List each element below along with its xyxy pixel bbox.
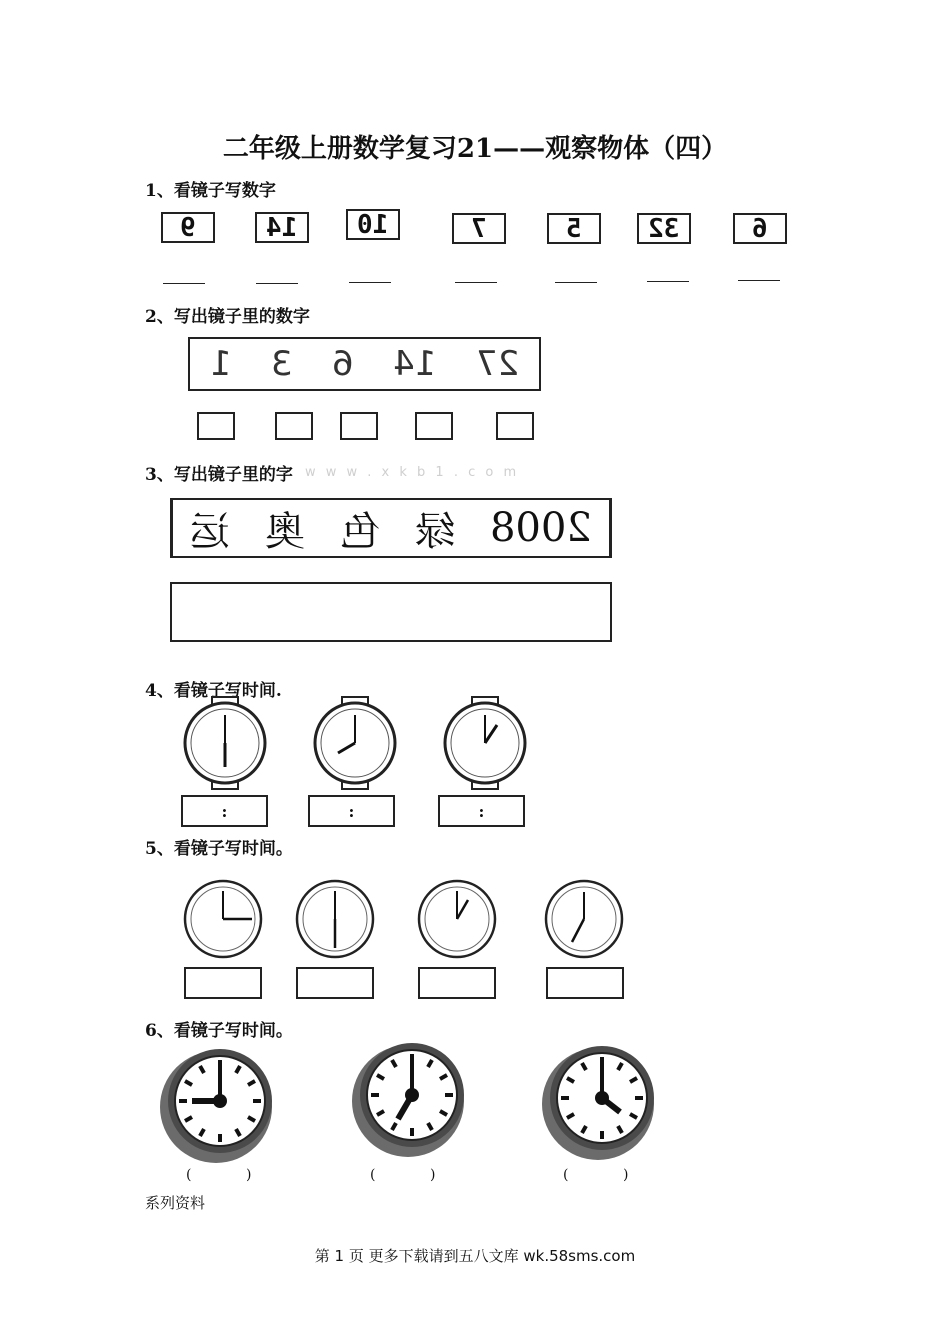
answer-line[interactable] bbox=[455, 282, 497, 283]
clock-icon bbox=[182, 878, 264, 960]
mirror-number-box bbox=[452, 213, 506, 244]
time-answer-box[interactable] bbox=[184, 967, 262, 999]
question-1-label: 1、看镜子写数字 bbox=[145, 181, 276, 201]
watermark: w w w . x k b 1 . c o m bbox=[305, 465, 520, 480]
answer-line[interactable] bbox=[256, 283, 298, 284]
paren-open: ( bbox=[370, 1167, 376, 1183]
mirror-number: 14 bbox=[266, 212, 298, 243]
mirror-number: 10 bbox=[357, 209, 389, 240]
time-answer-box[interactable] bbox=[308, 795, 395, 827]
time-answer-box[interactable] bbox=[296, 967, 374, 999]
mirror-char: 运 bbox=[190, 508, 231, 555]
time-answer-box[interactable] bbox=[418, 967, 496, 999]
mirror-number-box bbox=[733, 213, 787, 244]
paren-open: ( bbox=[563, 1167, 569, 1183]
time-answer-box[interactable] bbox=[546, 967, 624, 999]
mirror-number: 6 bbox=[752, 213, 768, 244]
mirror-digit: 3 bbox=[270, 344, 293, 384]
answer-box-large[interactable] bbox=[170, 582, 612, 642]
mirror-number: 32 bbox=[648, 213, 680, 244]
mirror-number-box bbox=[346, 209, 400, 240]
question-3-label: 3、写出镜子里的字 bbox=[145, 465, 293, 485]
answer-box[interactable] bbox=[340, 412, 378, 440]
time-answer-box[interactable] bbox=[438, 795, 525, 827]
mirror-char: 奥 bbox=[265, 508, 306, 555]
paren-close: ) bbox=[246, 1167, 252, 1183]
answer-box[interactable] bbox=[275, 412, 313, 440]
answer-line[interactable] bbox=[349, 282, 391, 283]
colon: : bbox=[478, 801, 485, 821]
clock-icon bbox=[543, 878, 625, 960]
mirror-number-box bbox=[161, 212, 215, 243]
large-clock-icon bbox=[350, 1037, 472, 1159]
mirror-char: 色 bbox=[340, 508, 381, 555]
answer-box[interactable] bbox=[415, 412, 453, 440]
colon: : bbox=[348, 801, 355, 821]
mirror-number-box bbox=[255, 212, 309, 243]
answer-blank[interactable] bbox=[380, 1167, 426, 1185]
paren-close: ) bbox=[623, 1167, 629, 1183]
series-note: 系列资料 bbox=[145, 1194, 206, 1212]
answer-line[interactable] bbox=[647, 281, 689, 282]
mirror-digit: 27 bbox=[475, 344, 520, 384]
clock-icon bbox=[416, 878, 498, 960]
mirror-number: 5 bbox=[566, 213, 582, 244]
answer-box[interactable] bbox=[496, 412, 534, 440]
page-footer: 第 1 页 更多下载请到五八文库 wk.58sms.com bbox=[314, 1247, 636, 1265]
mirror-digit: 14 bbox=[393, 344, 437, 384]
answer-line[interactable] bbox=[555, 282, 597, 283]
paren-open: ( bbox=[186, 1167, 192, 1183]
mirror-char: 绿 bbox=[414, 508, 455, 555]
mirror-text-strip bbox=[170, 498, 612, 558]
page-title: 二年级上册数学复习21——观察物体（四） bbox=[222, 134, 728, 164]
time-answer-box[interactable] bbox=[181, 795, 268, 827]
question-5-label: 5、看镜子写时间。 bbox=[145, 839, 293, 859]
large-clock-icon bbox=[540, 1040, 662, 1162]
mirror-watch-icon bbox=[310, 695, 400, 790]
answer-box[interactable] bbox=[197, 412, 235, 440]
mirror-digit: 1 bbox=[209, 344, 232, 384]
paren-close: ) bbox=[430, 1167, 436, 1183]
question-4-label: 4、看镜子写时间. bbox=[145, 681, 282, 701]
mirror-number-strip bbox=[188, 337, 541, 391]
question-2-label: 2、写出镜子里的数字 bbox=[145, 307, 310, 327]
large-clock-icon bbox=[158, 1043, 280, 1165]
question-6-label: 6、看镜子写时间。 bbox=[145, 1021, 293, 1041]
mirror-number-box bbox=[637, 213, 691, 244]
clock-icon bbox=[294, 878, 376, 960]
mirror-number: 9 bbox=[180, 212, 196, 243]
answer-blank[interactable] bbox=[573, 1167, 619, 1185]
mirror-number-box bbox=[547, 213, 601, 244]
mirror-digit: 6 bbox=[332, 344, 354, 384]
colon: : bbox=[221, 801, 228, 821]
mirror-watch-icon bbox=[440, 695, 530, 790]
answer-blank[interactable] bbox=[196, 1167, 242, 1185]
answer-line[interactable] bbox=[738, 280, 780, 281]
mirror-number: 7 bbox=[471, 213, 487, 244]
mirror-watch-icon bbox=[180, 695, 270, 790]
answer-line[interactable] bbox=[163, 283, 205, 284]
mirror-char: 2008 bbox=[489, 505, 592, 551]
